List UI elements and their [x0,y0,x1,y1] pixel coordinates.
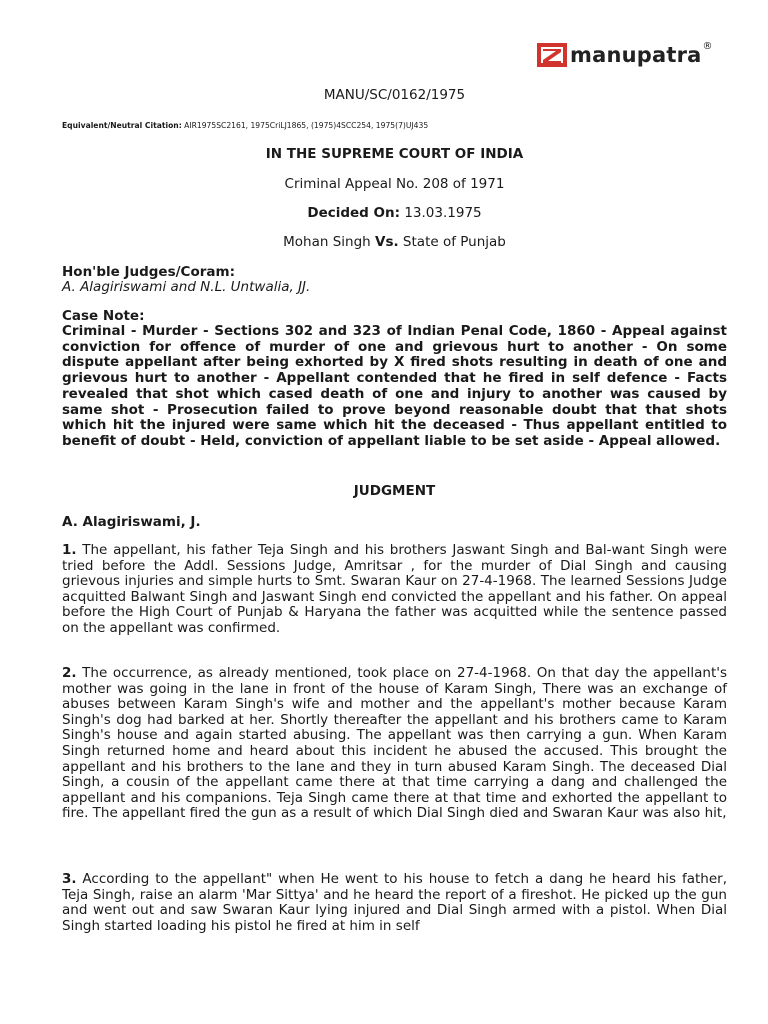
paragraph [62,872,727,934]
appellant-name: Mohan Singh [283,234,376,250]
paragraph-text: According to the appellant" when He went to his house to fetch a dang he heard his father, Teja Singh, raise an alarm 'Mar Sittya' and he heard the report of a fireshot. He picked up the gun and went out and saw Swaran Kaur lying injured and Dial Singh armed with a pistol. When Dial Singh started loading his pistol he fired at him in self [62,871,727,934]
citation-value: AIR1975SC2161, 1975CriLJ1865, (1975)4SCC254, 1975(7)UJ435 [181,121,429,130]
case-note-heading: Case Note: [62,308,145,324]
equivalent-citation [62,121,727,130]
paragraph [62,543,727,637]
decided-on [62,205,727,221]
versus-label: Vs. [375,234,399,250]
manupatra-logo-icon [537,41,567,69]
appeal-number: Criminal Appeal No. 208 of 1971 [284,176,505,192]
paragraph-number: 2. [62,665,77,681]
paragraph-number: 1. [62,542,77,558]
case-note-text: Criminal - Murder - Sections 302 and 323 of Indian Penal Code, 1860 - Appeal against conviction for offence of murder of one and grievous hurt to another - On some dispute appellant after being exhorted by X fired shots resulting in death of one and grievous hurt to another - Appellant contended that he fired in self defence - Facts revealed that shot which cased death of one and injury to another was caused by same shot - Prosecution failed to prove beyond reasonable doubt that that shots which hit the injured were same which hit the deceased - Thus appellant entitled to benefit of doubt - Held, conviction of appellant liable to be set aside - Appeal allowed. [62,323,727,449]
respondent-name: State of Punjab [398,234,506,250]
judges-names: A. Alagiriswami and N.L. Untwalia, JJ. [62,279,311,295]
manupatra-logo [537,38,727,72]
judges-heading: Hon'ble Judges/Coram: [62,264,235,280]
paragraph-number: 3. [62,871,77,887]
case-parties [62,234,727,250]
logo-registered-mark: ® [702,40,713,52]
citation-label: Equivalent/Neutral Citation: [62,121,182,130]
decided-date: 13.03.1975 [400,205,482,221]
judgment-heading: JUDGMENT [353,483,436,499]
paragraph [62,666,727,822]
manu-citation-id: MANU/SC/0162/1975 [323,87,466,103]
paragraph-text: The occurrence, as already mentioned, took place on 27-4-1968. On that day the appellant's mother was going in the lane in front of the house of Karam Singh, There was an exchange of abuses between Karam Singh's wife and mother and the appellant's mother because Karam Singh's dog had barked at her. Shortly thereafter the appellant and his brothers came to Karam Singh's house and again started abusing. The appellant was then carrying a gun. When Karam Singh returned home and heard about this incident he abused the accused. This brought the appellant and his brothers to the lane and they in turn abused Karam Singh. The deceased Dial Singh, a cousin of the appellant came there at that time carrying a dang and challenged the appellant and his companions. Teja Singh came there at that time and exhorted the appellant to fire. The appellant fired the gun as a result of which Dial Singh died and Swaran Kaur was also hit, [62,665,727,822]
logo-text: manupatra [570,42,702,67]
judgment-author: A. Alagiriswami, J. [62,514,201,530]
court-name: IN THE SUPREME COURT OF INDIA [265,146,524,162]
paragraph-text: The appellant, his father Teja Singh and his brothers Jaswant Singh and Bal-want Singh were tried before the Addl. Sessions Judge, Amritsar , for the murder of Dial Singh and causing grievous injuries and simple hurts to Smt. Swaran Kaur on 27-4-1968. The learned Sessions Judge acquitted Balwant Singh and Jaswant Singh end convicted the appellant and his father. On appeal before the High Court of Punjab & Haryana the father was acquitted while the sentence passed on the appellant was confirmed. [62,542,727,636]
decided-label: Decided On: [307,205,401,221]
